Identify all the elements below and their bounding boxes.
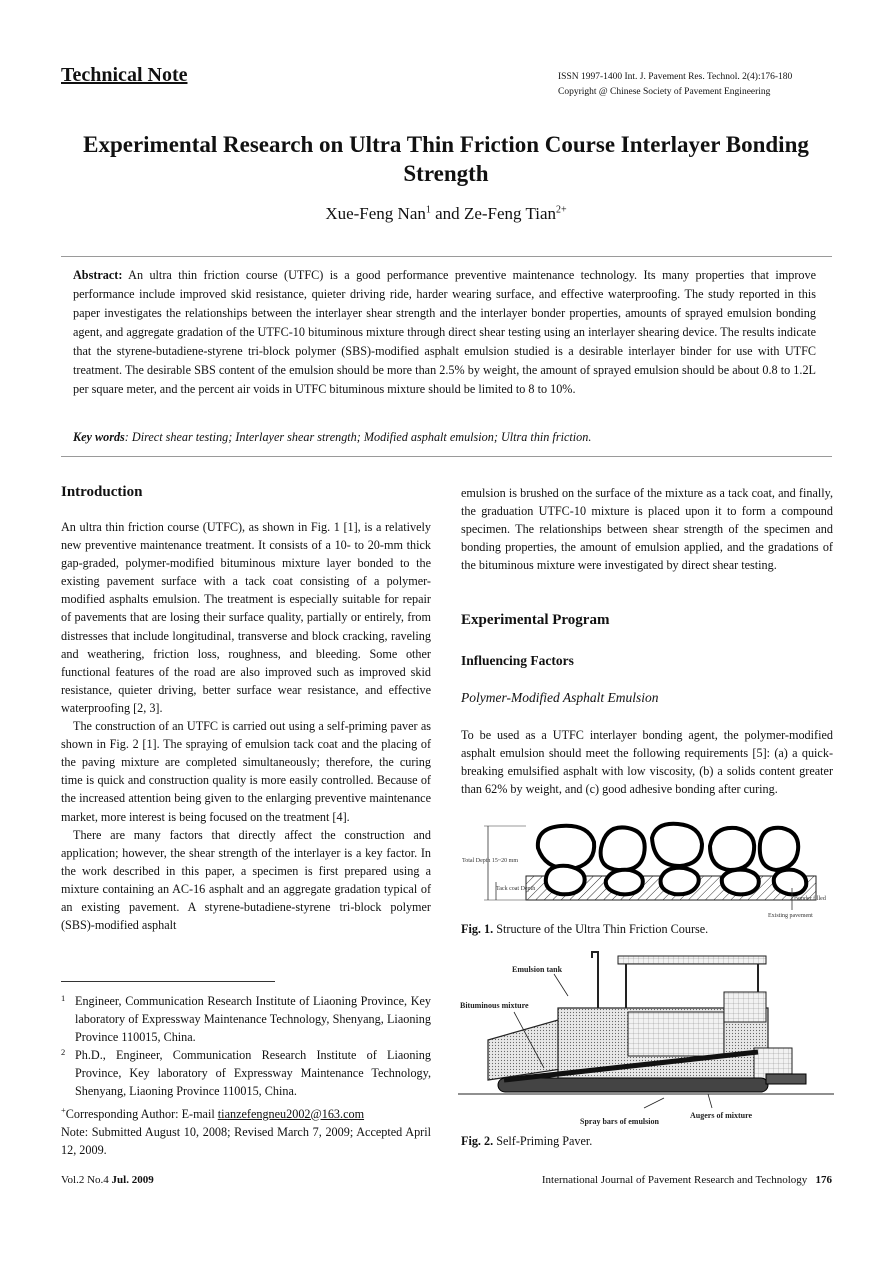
footnote-3 [61,1101,431,1123]
fig2-paver-canopy [618,956,766,964]
fig2-caption [461,1134,592,1149]
intro-body [61,518,431,934]
corresponding-email-link[interactable]: tianzefengneu2002@163.com [217,1106,365,1121]
author-line [40,204,852,224]
fig2-paver-hopper [488,1020,568,1080]
heading-polymer-modified-emulsion: Polymer-Modified Asphalt Emulsion [461,690,659,705]
footer-journal-name: International Journal of Pavement Research and Technology [541,1174,808,1186]
fig1-label-existing-pavement: Existing pavement [768,913,813,919]
intro-paragraph-1: An ultra thin friction course (UTFC), as shown in Fig. 1 [1], is a relatively new preventive maintenance treatment. It consists of a 10- to 20-mm thick gap-graded, polymer-modified bituminous mixture layer bonded to the existing pavement surface with a tack coat consisting of a polymer-modified asphalts emulsion. The treatment is especially suitable for repair of pavements that are losing their surface quality, partially or entirely, from distresses that include longitudinal, transverse and block cracking, raveling and weathering, friction loss, roughness, and bleeding. Some other functional features of the road are also improved such as improved skid resistance, quieter driving, better surface wear resistance, and effective waterproofing [2, 3]. [61,520,431,715]
fig1-caption-text: Structure of the Ultra Thin Friction Course. [493,922,709,936]
footnote-2-text: Ph.D., Engineer, Communication Research Institute of Liaoning Province, Key laboratory of Expressway Maintenance Technology, Shenyang, Liaoning Province 110015, China. [75,1048,431,1099]
abstract-text: An ultra thin friction course (UTFC) is a good performance preventive maintenance technology. Its many properties that improve performance include improved skid resistance, quieter driving ride, harder wearing surface, and effective waterproofing. The study reported in this paper investigates the relationships between the interlayer shear strength and the interlayer bonder properties, amounts of sprayed emulsion bonding agent, and aggregate gradation of the UTFC-10 bituminous mixture through direct shear testing using an interlayer shearing device. The results indicate that the styrene-butadiene-styrene tri-block polymer (SBS)-modified asphalt emulsion studied is a desirable interlayer binder for use with UTFC treatment. The desirable SBS content of the emulsion should be more than 2.5% by weight, the amount of sprayed emulsion should be about 0.8 to 1.2L per square meter, and the percent air voids in UTFC bituminous mixture should be limited to 8 to 10%. [73,268,816,396]
issn-line: ISSN 1997-1400 Int. J. Pavement Res. Technol. 2(4):176-180 [558,72,793,82]
right-column-text-2 [461,726,833,798]
footnote-3-mark: + [61,1104,66,1115]
footer-date: Jul. 2009 [111,1174,154,1186]
heading-experimental-program: Experimental Program [461,612,610,628]
abstract [73,266,816,399]
fig1-ultra-thin-friction-course-diagram [456,818,836,924]
fig2-caption-text: Self-Priming Paver. [493,1134,593,1148]
intro-paragraph-3: There are many factors that directly affect the construction and application; however, the shear strength of the interlayer is a key factor. In the work described in this paper, a specimen is first prepared using a mixture containing an AC-16 asphalt and an aggregate gradation typical of an existing pavement. A styrene-butadiene-styrene tri-block polymer (SBS)-modified asphalt [61,827,431,933]
right-column-text [461,484,833,574]
section-label: Technical Note [61,64,188,86]
fig1-label-bonder-filled: Bonder filled [794,896,826,902]
keywords [73,430,816,445]
heading-influencing-factors: Influencing Factors [461,653,574,668]
keywords-label: Key words [73,430,125,444]
fig2-label-spray-bars: Spray bars of emulsion [580,1117,659,1126]
right-paragraph-1: emulsion is brushed on the surface of the mixture as a tack coat, and finally, the graduation UTFC-10 mixture is placed upon it to form a compound specimen. The relationships between shear strength of the specimen and bonding properties, the amount of emulsion applied, and the gradations of the bituminous mixture were investigated by direct shear testing. [461,486,833,573]
fig2-label-emulsion-tank: Emulsion tank [512,965,563,974]
footer-volume [61,1174,154,1186]
footer-journal [508,1174,832,1186]
author-1-affil: 1 [425,204,431,216]
footer-page-number: 176 [815,1174,832,1186]
author-1: Xue-Feng Nan [325,204,426,223]
fig1-caption [461,922,708,937]
fig1-label-total-depth: Total Depth 15~20 mm [462,858,518,864]
fig1-label-tack-coat: Tack coat Depth [496,886,536,892]
author-separator: and [430,204,464,223]
journal-issn [558,70,792,100]
fig2-screed [766,1074,806,1084]
footnote-3-text: Corresponding Author: E-mail [65,1106,218,1121]
fig2-emulsion-tank [628,1012,724,1056]
footnote-1 [61,992,431,1046]
footer-volume-number: Vol.2 No.4 [61,1174,109,1186]
footnote-rule [61,981,275,982]
footnote-1-mark: 1 [61,993,66,1003]
fig2-paver-track [498,1078,768,1092]
abstract-label: Abstract: [73,268,123,282]
copyright-line: Copyright @ Chinese Society of Pavement Engineering [558,87,771,97]
fig2-label-bituminous-mixture: Bituminous mixture [460,1001,529,1010]
fig2-self-priming-paver-diagram [458,948,834,1132]
footnote-2-mark: 2 [61,1047,66,1058]
rule-top [61,256,832,257]
paper-title: Experimental Research on Ultra Thin Friction Course Interlayer Bonding Strength [83,132,809,186]
fig2-caption-number: Fig. 2. [461,1134,494,1148]
heading-introduction: Introduction [61,484,143,500]
rule-bottom [61,456,832,457]
footnote-2 [61,1046,431,1100]
right-paragraph-2: To be used as a UTFC interlayer bonding agent, the polymer-modified asphalt emulsion should meet the following requirements [5]: (a) a quick-breaking emulsified asphalt with low viscosity, (b) a solids content greater than 62% by weight, and (c) good adhesive bonding after curing. [461,728,833,797]
keywords-text: : Direct shear testing; Interlayer shear strength; Modified asphalt emulsion; Ultra thin friction. [124,430,592,444]
author-2-affil: 2+ [556,204,567,216]
footnotes [61,992,431,1159]
footnote-1-text: Engineer, Communication Research Institute of Liaoning Province, Key laboratory of Expressway Maintenance Technology, Shenyang, Liaoning Province 110015, China. [75,994,431,1045]
fig1-caption-number: Fig. 1. [461,922,494,936]
intro-paragraph-2: The construction of an UTFC is carried out using a self-priming paver as shown in Fig. 2 [1]. The spraying of emulsion tack coat and the placing of the paving mixture are completed simultaneously; therefore, the curing time is quick and construction quality is more easily controlled. Because of the increased attention being given to the enlarging preventive maintenance market, more interest is being focused on the treatment [4]. [61,719,431,824]
submission-note: Note: Submitted August 10, 2008; Revised March 7, 2009; Accepted April 12, 2009. [61,1124,431,1157]
author-2: Ze-Feng Tian [463,204,557,223]
fig2-label-augers: Augers of mixture [690,1111,753,1120]
